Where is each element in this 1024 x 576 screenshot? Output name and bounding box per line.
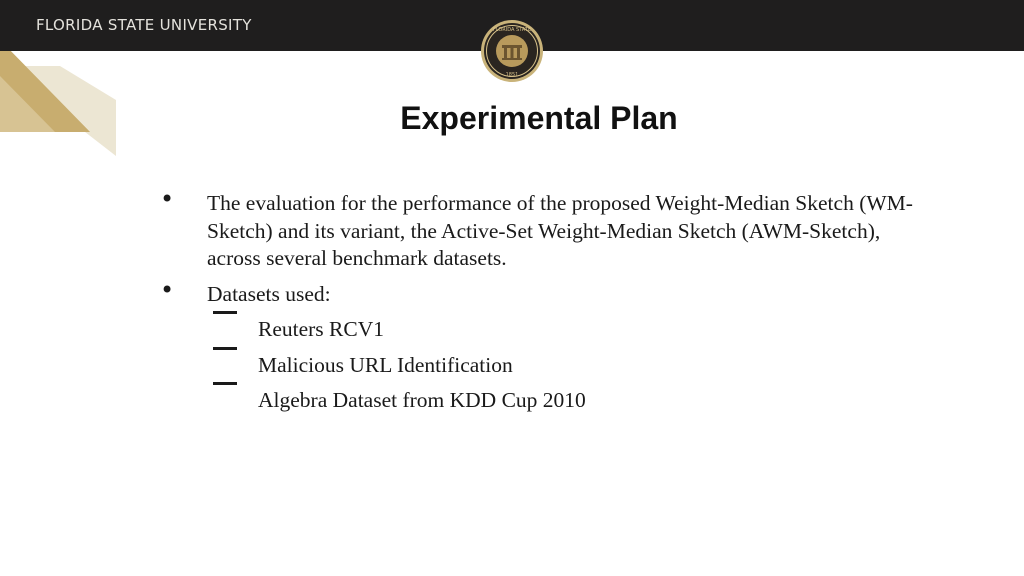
bullet-text: Datasets used:: [207, 281, 331, 306]
bullet-text: The evaluation for the performance of the proposed Weight-Median Sketch (WM-Sketch) and its variant, the Active-Set Weight-Median Sketch (AWM-Sketch), across several benchmark datasets.: [207, 191, 913, 270]
university-name: FLORIDA STATE UNIVERSITY: [36, 16, 252, 34]
bullet-item: [160, 185, 920, 273]
sub-item-text: Reuters RCV1: [258, 317, 385, 341]
sub-item-text: Algebra Dataset from KDD Cup 2010: [258, 388, 586, 412]
dash-icon: [213, 311, 237, 314]
seal-text-top: FLORIDA STATE: [492, 27, 532, 33]
slide-content: [160, 185, 920, 423]
bullet-item: [160, 275, 920, 309]
fsu-seal-icon: [480, 19, 544, 83]
seal-text-year: 1851: [505, 72, 519, 78]
sub-list-item: [160, 352, 920, 380]
dash-icon: [213, 382, 237, 385]
sub-list-item: [160, 316, 920, 344]
bullet-icon: •: [160, 185, 175, 213]
sub-item-text: Malicious URL Identification: [258, 352, 513, 377]
sub-list-item: [160, 387, 920, 415]
bullet-icon: •: [160, 275, 175, 304]
slide-title: Experimental Plan: [400, 100, 678, 136]
dash-icon: [213, 347, 237, 350]
